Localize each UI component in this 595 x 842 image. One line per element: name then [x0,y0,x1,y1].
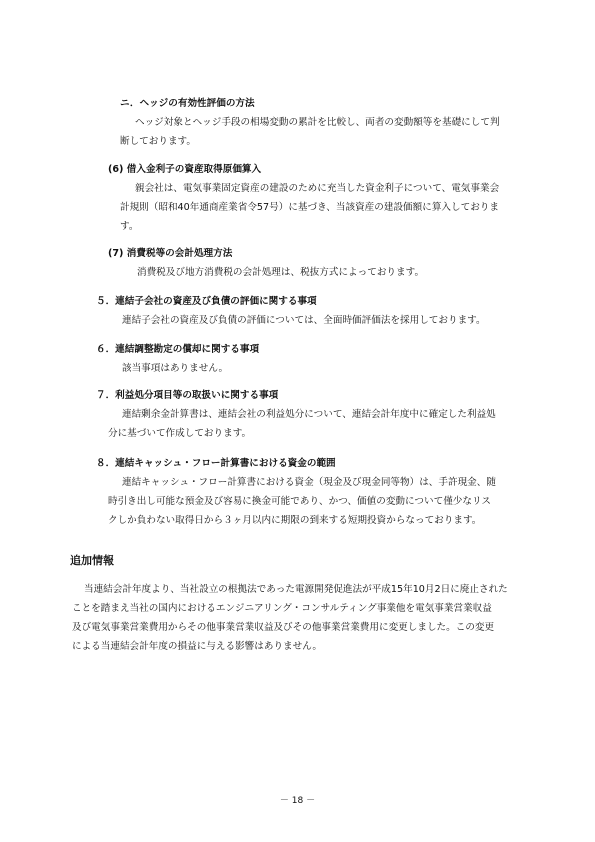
section-7-heading: ７．利益処分項目等の取扱いに関する事項 [96,390,279,401]
item-7-body-line: 消費税及び地方消費税の会計処理は、税抜方式によっております。 [137,267,425,278]
section-7-body-line: 分に基づいて作成しております。 [108,428,252,439]
section-5-body-line: 連結子会社の資産及び負債の評価については、全面時価評価法を採用しております。 [122,315,486,326]
section-5-heading: ５．連結子会社の資産及び負債の評価に関する事項 [96,296,317,307]
section-8-body-line: 連結キャッシュ・フロー計算書における資金（現金及び現金同等物）は、手許現金、随 [122,477,496,488]
item-6-body-line: 親会社は、電気事業固定資産の建設のために充当した資金利子について、電気事業会 [135,183,500,194]
section-8-body-line: 時引き出し可能な預金及び容易に換金可能であり、かつ、価値の変動について僅少なリス [108,496,491,507]
section-8-body-line: クしか負わない取得日から３ヶ月以内に期限の到来する短期投資からなっております。 [108,515,482,526]
page-number: － 18 － [279,796,316,806]
additional-info-body-line: 及び電気事業営業費用からその他事業営業収益及びその他事業営業費用に変更しました。この変更 [72,622,495,633]
item-7-heading: (7) 消費税等の会計処理方法 [108,248,233,259]
additional-info-body-line: ことを踏まえ当社の国内におけるエンジニアリング・コンサルティング事業他を電気事業営業収益 [72,603,492,614]
additional-info-body-line: による当連結会計年度の損益に与える影響はありません。 [72,641,323,652]
item-6-heading: (6) 借入金利子の資産取得原価算入 [108,164,262,175]
item-ni-body-line: ヘッジ対象とヘッジ手段の相場変動の累計を比較し、両者の変動額等を基礎にして判 [135,117,500,128]
section-8-heading: ８．連結キャッシュ・フロー計算書における資金の範囲 [96,458,336,469]
section-7-body-line: 連結剰余金計算書は、連結会社の利益処分について、連結会計年度中に確定した利益処 [122,409,496,420]
additional-info-body-line: 当連結会計年度より、当社設立の根拠法であった電源開発促進法が平成15年10月2日に廃止された [84,584,508,595]
item-6-body-line: す。 [120,221,139,232]
section-6-body-line: 該当事項はありません。 [122,363,229,374]
section-6-heading: ６．連結調整勘定の償却に関する事項 [96,344,260,355]
item-6-body-line: 計規則（昭和40年通商産業省令57号）に基づき、当該資産の建設価額に算入しておりま [120,202,499,213]
item-ni-body-line: 断しております。 [120,136,196,147]
additional-info-title: 追加情報 [70,554,114,567]
item-ni-heading: ニ．ヘッジの有効性評価の方法 [120,98,255,109]
